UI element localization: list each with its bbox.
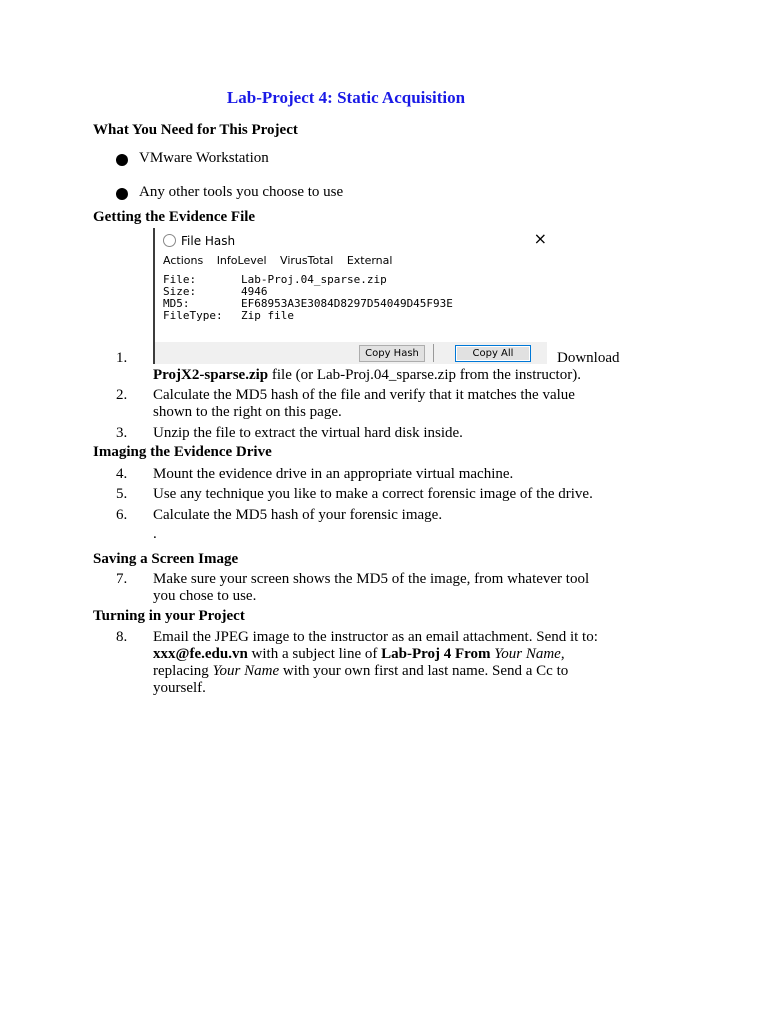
file-hash-window [153,228,557,364]
window-title: File Hash [163,232,235,249]
step-7-line2: you chose to use. [153,588,257,604]
step-8-line3: replacing Your Name with your own first and last name. Send a Cc to [153,663,569,679]
hash-row-size: Size: 4946 [163,285,268,298]
hash-app-icon [163,234,176,247]
menu-item-infolevel[interactable]: InfoLevel [216,254,267,267]
menu-item-actions[interactable]: Actions [163,254,204,267]
step-8-line2: xxx@fe.edu.vn with a subject line of Lab-Proj 4 From Your Name, [153,646,565,662]
bullet-item-other-tools: Any other tools you choose to use [139,184,344,200]
hash-row-md5: MD5: EF68953A3E3084D8297D54049D45F93E [163,297,453,310]
hash-row-file: File: Lab-Proj.04_sparse.zip [163,273,387,286]
step-1-lead: Download [557,350,620,366]
step-number: 4. [116,466,128,482]
window-footer [155,342,547,364]
page-title: Lab-Project 4: Static Acquisition [226,88,466,107]
step-2-line1: Calculate the MD5 hash of the file and verify that it matches the value [153,387,575,403]
step-number: 1. [116,350,128,366]
step-4-text: Mount the evidence drive in an appropriate virtual machine. [153,466,514,482]
heading-getting-evidence: Getting the Evidence File [93,209,256,225]
step-number: 8. [116,629,128,645]
step-number: 3. [116,425,128,441]
step-number: 2. [116,387,128,403]
step-number: 7. [116,571,128,587]
button-separator [433,344,434,362]
step-3-text: Unzip the file to extract the virtual hard disk inside. [153,425,463,441]
hash-row-filetype: FileType: Zip file [163,309,294,322]
step-8-line1: Email the JPEG image to the instructor as an email attachment. Send it to: [153,629,598,645]
step-6-text: Calculate the MD5 hash of your forensic image. [153,507,443,523]
copy-hash-button[interactable]: Copy Hash [359,345,425,362]
bullet-dot [116,154,128,166]
heading-imaging: Imaging the Evidence Drive [93,444,272,460]
bullet-dot [116,188,128,200]
bullet-item-vmware: VMware Workstation [139,150,269,166]
heading-saving-screen: Saving a Screen Image [93,551,239,567]
menu-item-external[interactable]: External [346,254,393,267]
step-8-line4: yourself. [153,680,206,696]
close-icon[interactable]: × [533,229,547,248]
step-2-line2: shown to the right on this page. [153,404,342,420]
copy-all-button[interactable]: Copy All [455,345,531,362]
step-number: 6. [116,507,128,523]
heading-turning-in: Turning in your Project [93,608,245,624]
email-address[interactable]: xxx@fe.edu.vn [153,646,248,662]
step-1-text: ProjX2-sparse.zip file (or Lab-Proj.04_sparse.zip from the instructor). [153,367,581,383]
heading-what-you-need: What You Need for This Project [93,122,298,138]
step-5-text: Use any technique you like to make a correct forensic image of the drive. [153,486,593,502]
hash-output [159,270,549,342]
step-number: 5. [116,486,128,502]
menu-item-virustotal[interactable]: VirusTotal [280,254,334,267]
step-7-line1: Make sure your screen shows the MD5 of the image, from whatever tool [153,571,590,587]
step-6-dot: . [153,526,157,542]
window-menu-bar [163,254,402,268]
